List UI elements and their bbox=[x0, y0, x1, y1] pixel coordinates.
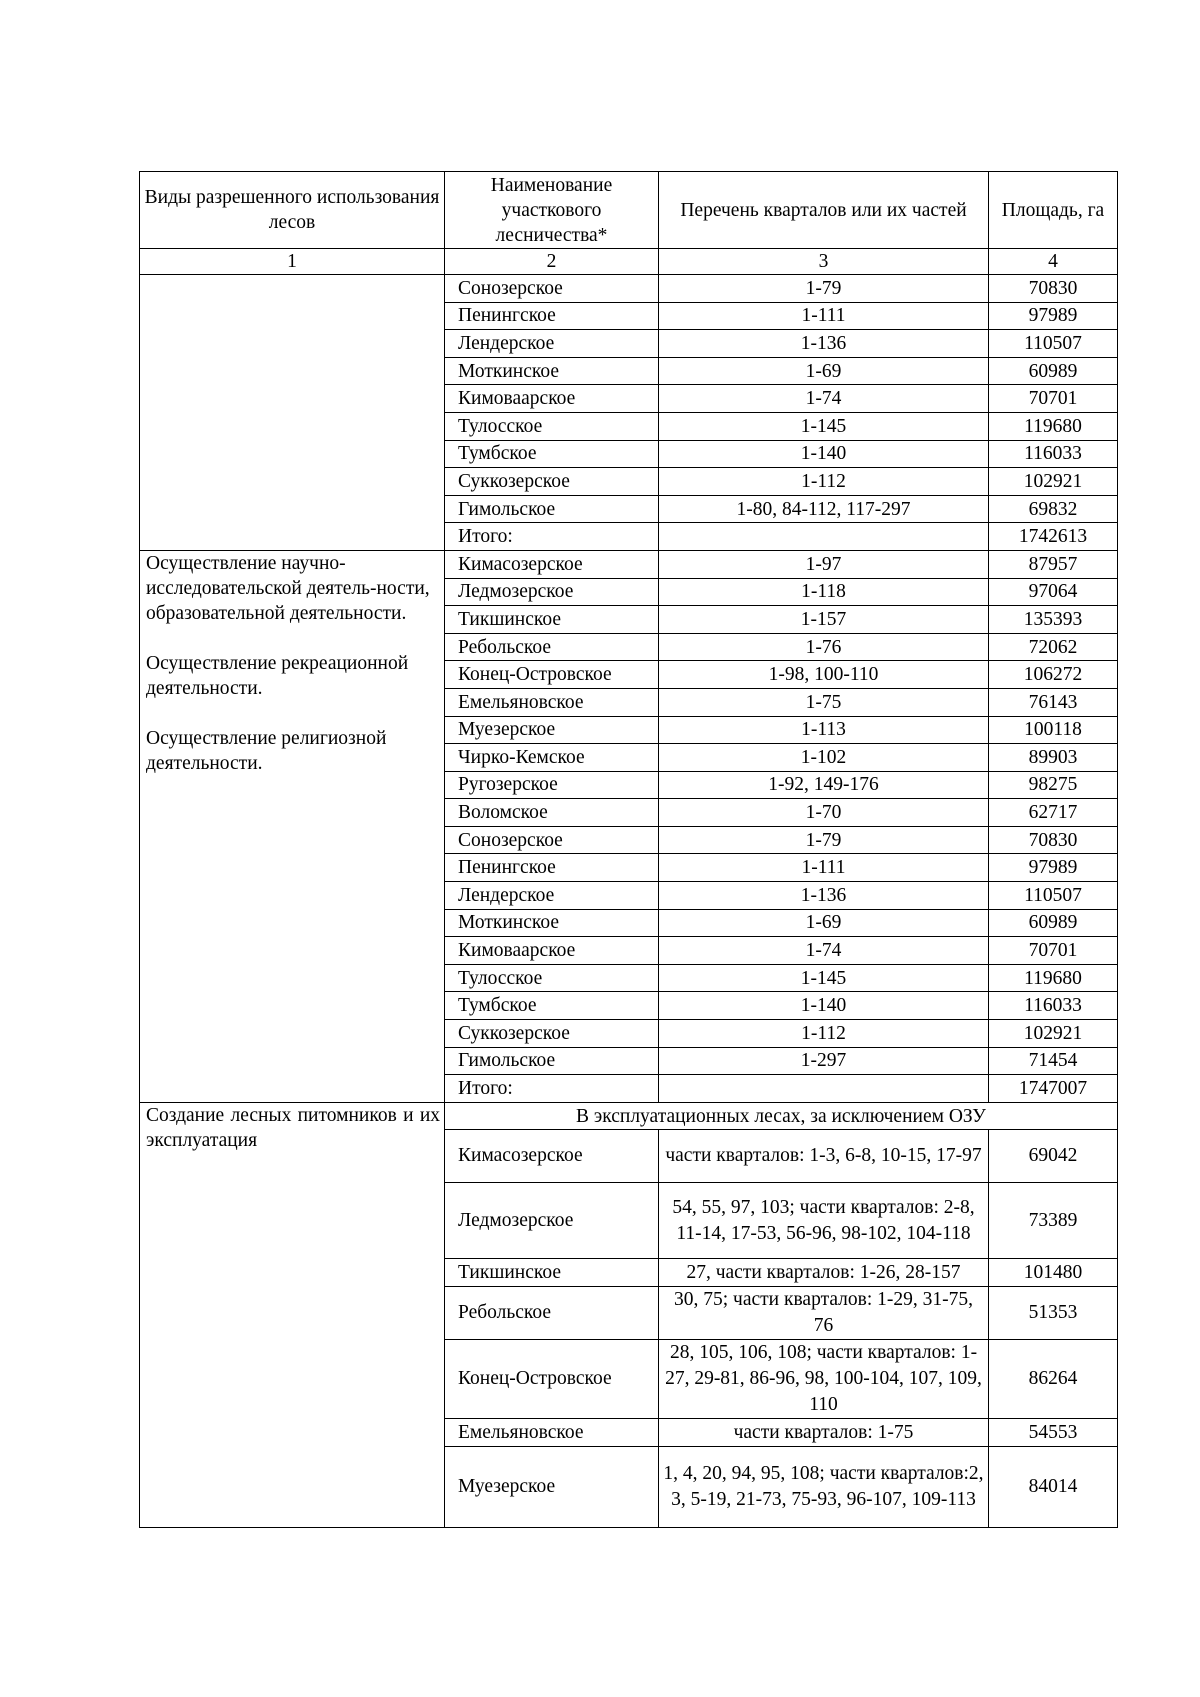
forestry-name: Гимольское bbox=[445, 1047, 659, 1075]
quarters: 1-297 bbox=[659, 1047, 989, 1075]
quarters: 1-76 bbox=[659, 633, 989, 661]
forestry-name: Лендерское bbox=[445, 882, 659, 910]
use-type-recreation: Осуществление рекреационной деятельности. bbox=[146, 652, 409, 699]
quarters: 1-112 bbox=[659, 1020, 989, 1048]
quarters: 1-79 bbox=[659, 826, 989, 854]
quarters: 1-69 bbox=[659, 357, 989, 385]
area-value: 100118 bbox=[989, 716, 1118, 744]
forestry-name: Муезерское bbox=[445, 1446, 659, 1527]
section-note: В эксплуатационных лесах, за исключением ОЗУ bbox=[445, 1102, 1118, 1130]
area-value: 135393 bbox=[989, 606, 1118, 634]
header-row bbox=[140, 172, 1118, 249]
area-value: 73389 bbox=[989, 1183, 1118, 1259]
area-value: 70830 bbox=[989, 275, 1118, 303]
header-quarters-list: Перечень кварталов или их частей bbox=[659, 172, 989, 249]
area-value: 70830 bbox=[989, 826, 1118, 854]
area-value: 116033 bbox=[989, 992, 1118, 1020]
forest-use-table bbox=[139, 171, 1118, 1528]
quarters: 1-102 bbox=[659, 744, 989, 772]
area-value: 110507 bbox=[989, 330, 1118, 358]
quarters: 1-97 bbox=[659, 550, 989, 578]
forestry-name: Воломское bbox=[445, 799, 659, 827]
use-type-cell-empty bbox=[140, 275, 445, 551]
quarters: 1-111 bbox=[659, 302, 989, 330]
forestry-name: Гимольское bbox=[445, 495, 659, 523]
quarters: 1-79 bbox=[659, 275, 989, 303]
forestry-name: Ледмозерское bbox=[445, 1183, 659, 1259]
forestry-name: Сонозерское bbox=[445, 826, 659, 854]
total-area: 1747007 bbox=[989, 1075, 1118, 1103]
forestry-name: Емельяновское bbox=[445, 1419, 659, 1447]
total-area: 1742613 bbox=[989, 523, 1118, 551]
forestry-name: Тумбское bbox=[445, 440, 659, 468]
area-value: 106272 bbox=[989, 661, 1118, 689]
forestry-name: Кимоваарское bbox=[445, 937, 659, 965]
quarters: 1-74 bbox=[659, 385, 989, 413]
area-value: 51353 bbox=[989, 1287, 1118, 1340]
quarters: 1-80, 84-112, 117-297 bbox=[659, 495, 989, 523]
forestry-name: Конец-Островское bbox=[445, 1340, 659, 1419]
forestry-name: Кимасозерское bbox=[445, 550, 659, 578]
use-type-cell bbox=[140, 550, 445, 1102]
use-type-religious: Осуществление религиозной деятельности. bbox=[146, 727, 387, 774]
area-value: 54553 bbox=[989, 1419, 1118, 1447]
forestry-name: Тикшинское bbox=[445, 606, 659, 634]
forestry-name: Тулосское bbox=[445, 964, 659, 992]
header-forestry-name: Наименование участкового лесничества* bbox=[445, 172, 659, 249]
total-quarters-empty bbox=[659, 523, 989, 551]
area-value: 72062 bbox=[989, 633, 1118, 661]
forestry-name: Кимасозерское bbox=[445, 1130, 659, 1183]
column-number-row bbox=[140, 249, 1118, 275]
total-label: Итого: bbox=[445, 1075, 659, 1103]
area-value: 60989 bbox=[989, 909, 1118, 937]
forestry-name: Ребольское bbox=[445, 633, 659, 661]
area-value: 69832 bbox=[989, 495, 1118, 523]
forestry-name: Пенингское bbox=[445, 854, 659, 882]
quarters: 1-92, 149-176 bbox=[659, 771, 989, 799]
forestry-name: Сонозерское bbox=[445, 275, 659, 303]
area-value: 119680 bbox=[989, 964, 1118, 992]
quarters: 1-157 bbox=[659, 606, 989, 634]
area-value: 110507 bbox=[989, 882, 1118, 910]
area-value: 101480 bbox=[989, 1259, 1118, 1287]
quarters: части кварталов: 1-3, 6-8, 10-15, 17-97 bbox=[659, 1130, 989, 1183]
use-type-research: Осуществление научно-исследовательской деятель-ности, образовательной деятельности. bbox=[146, 552, 430, 624]
quarters: 27, части кварталов: 1-26, 28-157 bbox=[659, 1259, 989, 1287]
area-value: 60989 bbox=[989, 357, 1118, 385]
total-quarters-empty bbox=[659, 1075, 989, 1103]
area-value: 98275 bbox=[989, 771, 1118, 799]
column-number: 4 bbox=[989, 249, 1118, 275]
forestry-name: Чирко-Кемское bbox=[445, 744, 659, 772]
quarters: 1-111 bbox=[659, 854, 989, 882]
area-value: 86264 bbox=[989, 1340, 1118, 1419]
quarters: 1-145 bbox=[659, 412, 989, 440]
area-value: 97989 bbox=[989, 854, 1118, 882]
total-label: Итого: bbox=[445, 523, 659, 551]
quarters: 1-74 bbox=[659, 937, 989, 965]
quarters: 1-140 bbox=[659, 440, 989, 468]
table-row bbox=[140, 550, 1118, 578]
header-use-types: Виды разрешенного использования лесов bbox=[140, 172, 445, 249]
table-row bbox=[140, 1102, 1118, 1130]
quarters: 1-69 bbox=[659, 909, 989, 937]
forestry-name: Моткинское bbox=[445, 357, 659, 385]
quarters: 1, 4, 20, 94, 95, 108; части кварталов:2, 3, 5-19, 21-73, 75-93, 96-107, 109-113 bbox=[659, 1446, 989, 1527]
forestry-name: Лендерское bbox=[445, 330, 659, 358]
forestry-name: Суккозерское bbox=[445, 468, 659, 496]
quarters: 1-145 bbox=[659, 964, 989, 992]
forestry-name: Муезерское bbox=[445, 716, 659, 744]
area-value: 76143 bbox=[989, 688, 1118, 716]
quarters: 1-75 bbox=[659, 688, 989, 716]
area-value: 84014 bbox=[989, 1446, 1118, 1527]
area-value: 102921 bbox=[989, 1020, 1118, 1048]
quarters: 1-112 bbox=[659, 468, 989, 496]
forestry-name: Тикшинское bbox=[445, 1259, 659, 1287]
area-value: 71454 bbox=[989, 1047, 1118, 1075]
quarters: 1-118 bbox=[659, 578, 989, 606]
area-value: 116033 bbox=[989, 440, 1118, 468]
area-value: 102921 bbox=[989, 468, 1118, 496]
forestry-name: Моткинское bbox=[445, 909, 659, 937]
area-value: 97064 bbox=[989, 578, 1118, 606]
area-value: 62717 bbox=[989, 799, 1118, 827]
forestry-name: Ледмозерское bbox=[445, 578, 659, 606]
use-type-nursery: Создание лесных питомников и их эксплуатация bbox=[140, 1102, 445, 1527]
forestry-name: Тулосское bbox=[445, 412, 659, 440]
forestry-name: Пенингское bbox=[445, 302, 659, 330]
area-value: 119680 bbox=[989, 412, 1118, 440]
column-number: 2 bbox=[445, 249, 659, 275]
quarters: 1-98, 100-110 bbox=[659, 661, 989, 689]
area-value: 70701 bbox=[989, 385, 1118, 413]
column-number: 3 bbox=[659, 249, 989, 275]
forestry-name: Конец-Островское bbox=[445, 661, 659, 689]
quarters: 1-136 bbox=[659, 330, 989, 358]
forestry-name: Суккозерское bbox=[445, 1020, 659, 1048]
forestry-name: Тумбское bbox=[445, 992, 659, 1020]
quarters: 1-136 bbox=[659, 882, 989, 910]
area-value: 89903 bbox=[989, 744, 1118, 772]
quarters: 28, 105, 106, 108; части кварталов: 1-27, 29-81, 86-96, 98, 100-104, 107, 109, 110 bbox=[659, 1340, 989, 1419]
quarters: 1-140 bbox=[659, 992, 989, 1020]
quarters: 54, 55, 97, 103; части кварталов: 2-8, 11-14, 17-53, 56-96, 98-102, 104-118 bbox=[659, 1183, 989, 1259]
header-area: Площадь, га bbox=[989, 172, 1118, 249]
quarters: части кварталов: 1-75 bbox=[659, 1419, 989, 1447]
area-value: 87957 bbox=[989, 550, 1118, 578]
forestry-name: Емельяновское bbox=[445, 688, 659, 716]
area-value: 97989 bbox=[989, 302, 1118, 330]
forestry-name: Ребольское bbox=[445, 1287, 659, 1340]
quarters: 1-70 bbox=[659, 799, 989, 827]
forestry-name: Ругозерское bbox=[445, 771, 659, 799]
table-row bbox=[140, 275, 1118, 303]
quarters: 30, 75; части кварталов: 1-29, 31-75, 76 bbox=[659, 1287, 989, 1340]
column-number: 1 bbox=[140, 249, 445, 275]
area-value: 70701 bbox=[989, 937, 1118, 965]
quarters: 1-113 bbox=[659, 716, 989, 744]
forestry-name: Кимоваарское bbox=[445, 385, 659, 413]
area-value: 69042 bbox=[989, 1130, 1118, 1183]
